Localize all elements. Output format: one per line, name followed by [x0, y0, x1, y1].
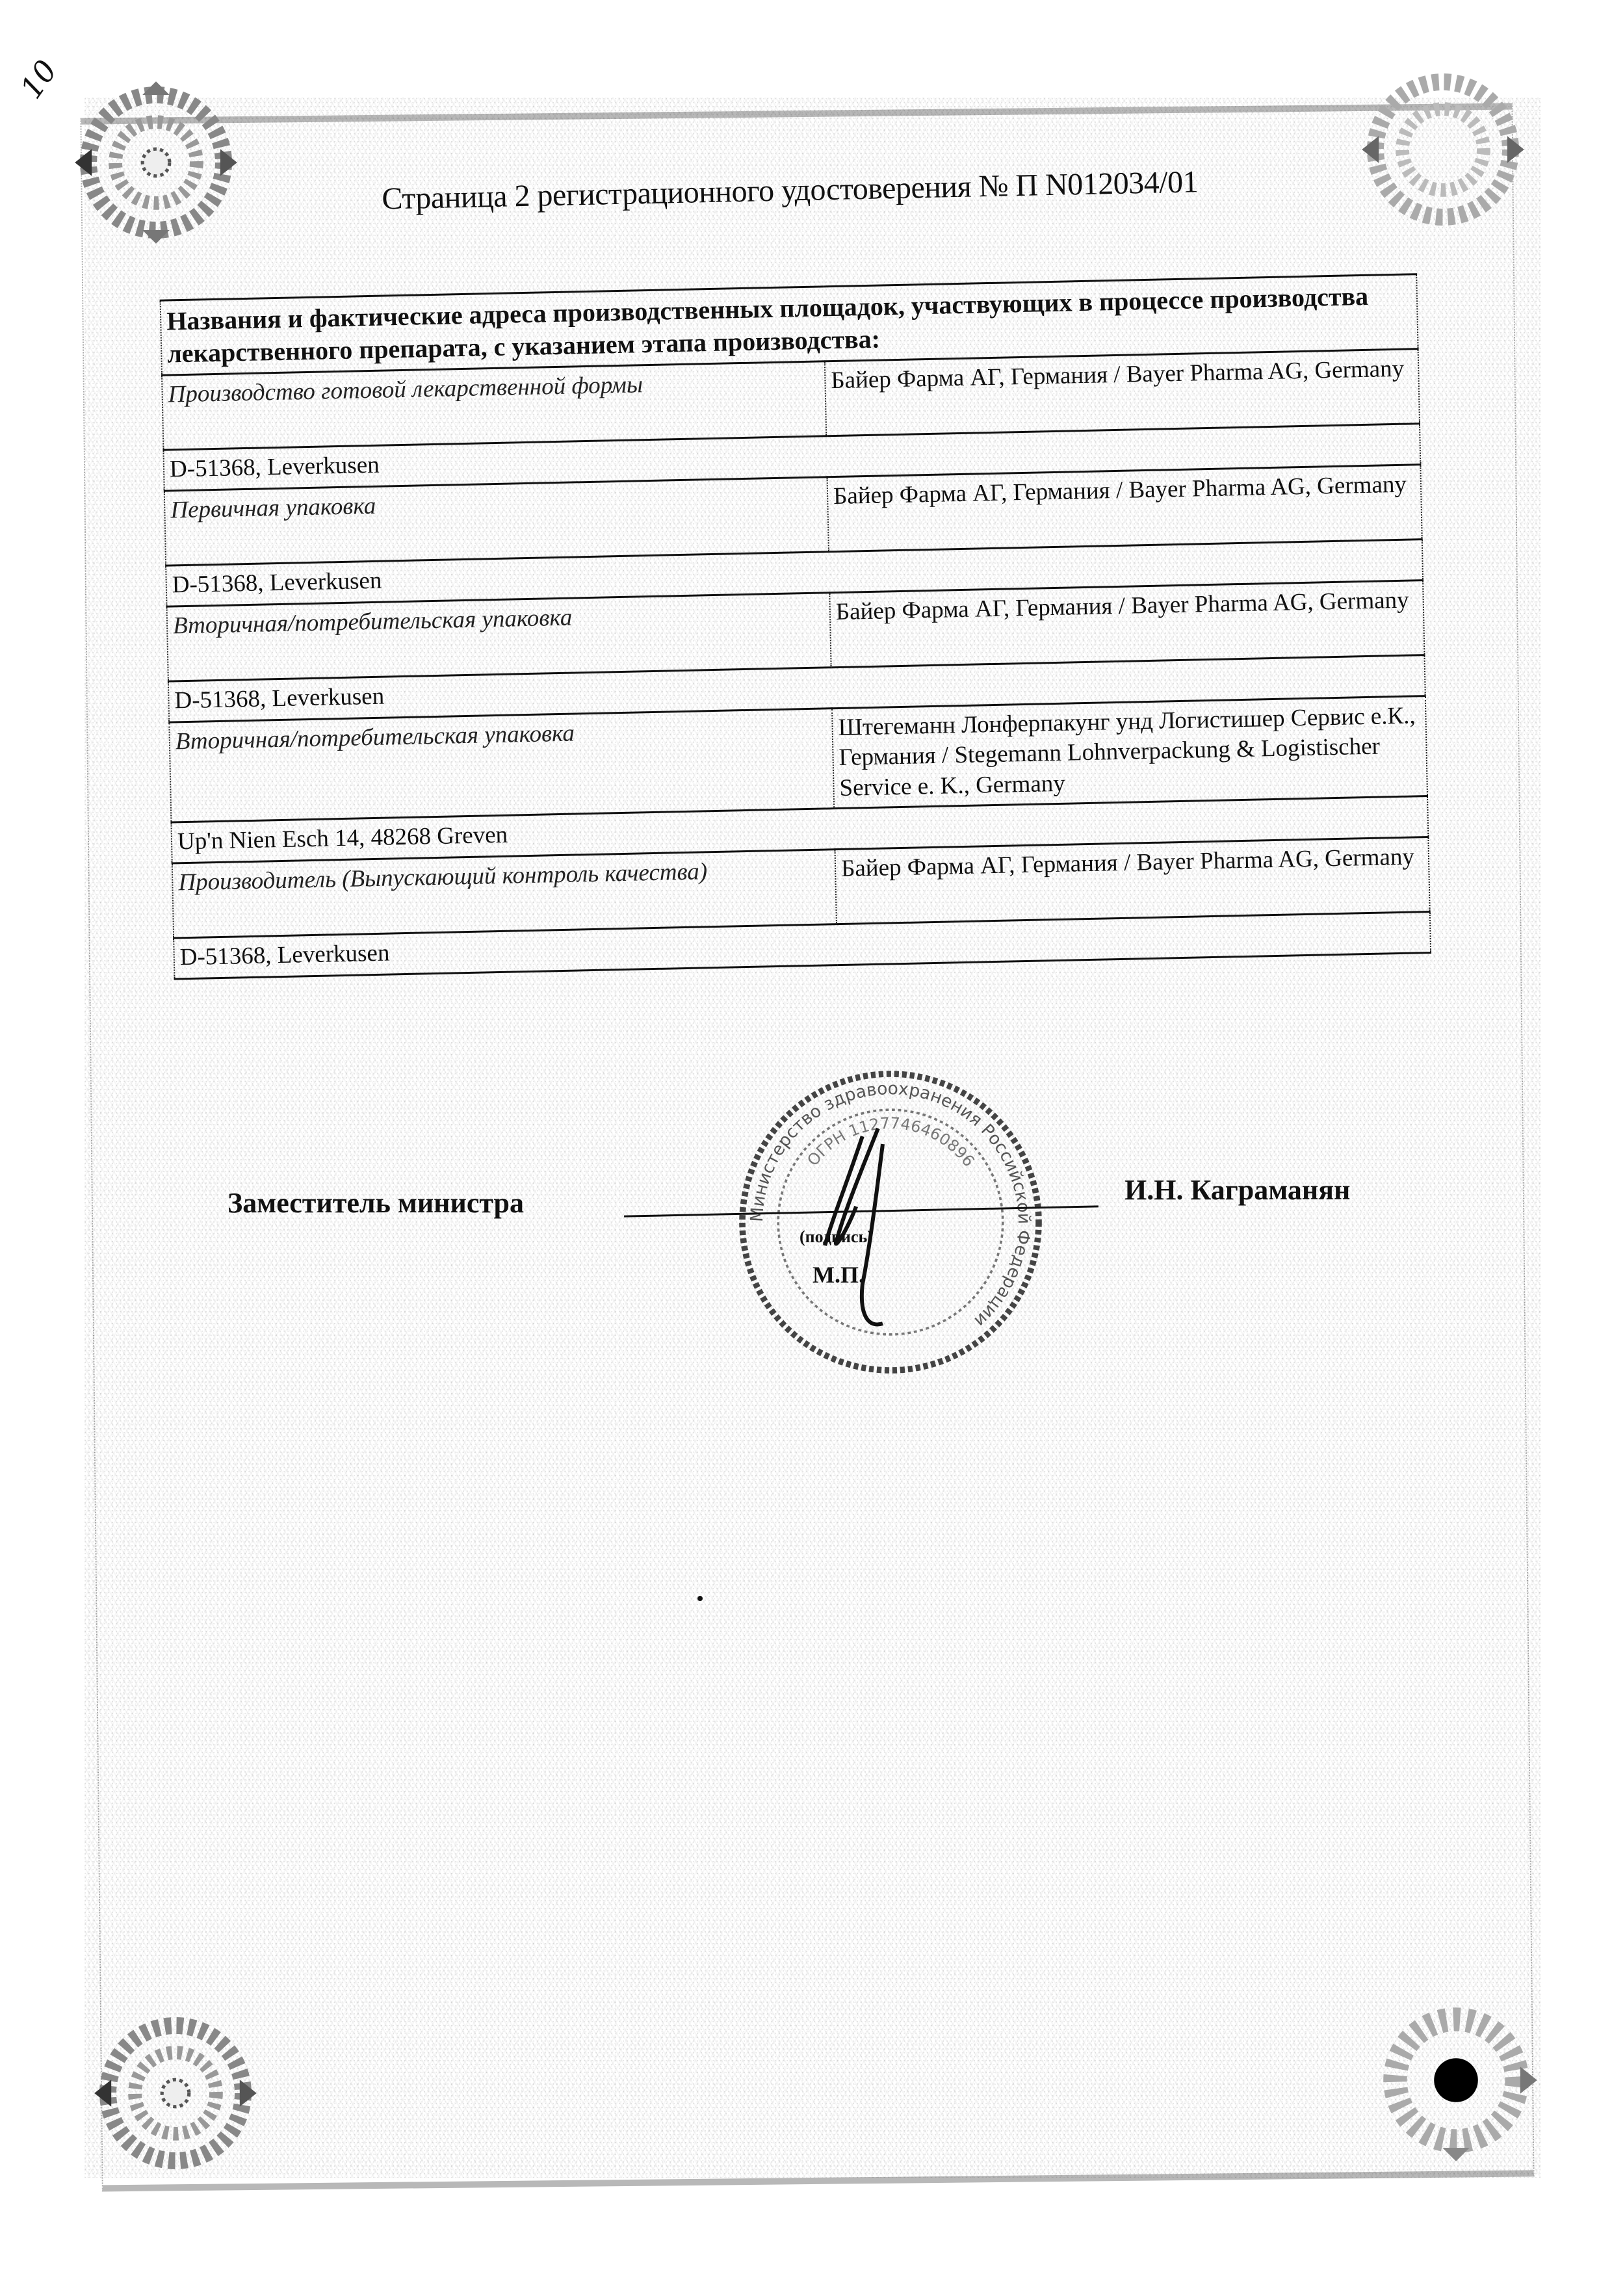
production-stage: Вторичная/потребительская упаковка — [169, 709, 834, 822]
page-title: Страница 2 регистрационного удостоверения № П N012034/01 — [381, 164, 1199, 216]
site-address: D-51368, Leverkusen — [168, 655, 1425, 722]
seal-place-mark: М.П. — [812, 1262, 864, 1288]
signature-caption: (подпись) — [800, 1227, 873, 1246]
manufacturer-name: Штегеманн Лонферпакунг унд Логистишер Сервис е.К., Германия / Stegemann Lohnverpackung & Logistischer Service e. K., Germany — [832, 696, 1427, 809]
signatory-title: Заместитель министра — [228, 1187, 525, 1219]
manufacturer-name: Байер Фарма АГ, Германия / Bayer Pharma AG, Germany — [835, 837, 1430, 924]
site-address: D-51368, Leverkusen — [166, 540, 1423, 607]
site-address: Up'n Nien Esch 14, 48268 Greven — [171, 796, 1428, 863]
site-address: D-51368, Leverkusen — [163, 424, 1420, 491]
manufacturer-name: Байер Фарма АГ, Германия / Bayer Pharma AG, Germany — [827, 465, 1422, 552]
scan-artifact-dot — [697, 1596, 703, 1601]
production-stage: Вторичная/потребительская упаковка — [166, 593, 831, 681]
table-header-cell: Названия и фактические адреса производственных площадок, участвующих в процессе производства лекарственного препарата, с указанием этапа производства: — [161, 274, 1418, 375]
signature-line — [624, 1205, 1098, 1217]
stamp-inner-text: ОГРН 1127746460896 — [803, 1114, 978, 1171]
stamp-outer-text: Министерство здравоохранения Российской Федерации — [746, 1078, 1034, 1331]
manufacturer-name: Байер Фарма АГ, Германия / Bayer Pharma AG, Germany — [825, 349, 1420, 436]
production-stage: Первичная упаковка — [164, 477, 829, 566]
production-stage: Производство готовой лекарственной формы — [162, 361, 826, 450]
manufacturing-sites-table — [160, 273, 1431, 980]
site-address: D-51368, Leverkusen — [174, 911, 1431, 978]
svg-text:ОГРН 1127746460896 — [803, 1114, 978, 1170]
signatory-name: И.Н. Каграманян — [1124, 1174, 1351, 1206]
production-stage: Производитель (Выпускающий контроль качества) — [172, 849, 837, 937]
signature-block — [228, 1170, 1430, 1300]
manufacturer-name: Байер Фарма АГ, Германия / Bayer Pharma AG, Germany — [829, 581, 1424, 668]
handwritten-page-number: 10 — [13, 53, 64, 105]
